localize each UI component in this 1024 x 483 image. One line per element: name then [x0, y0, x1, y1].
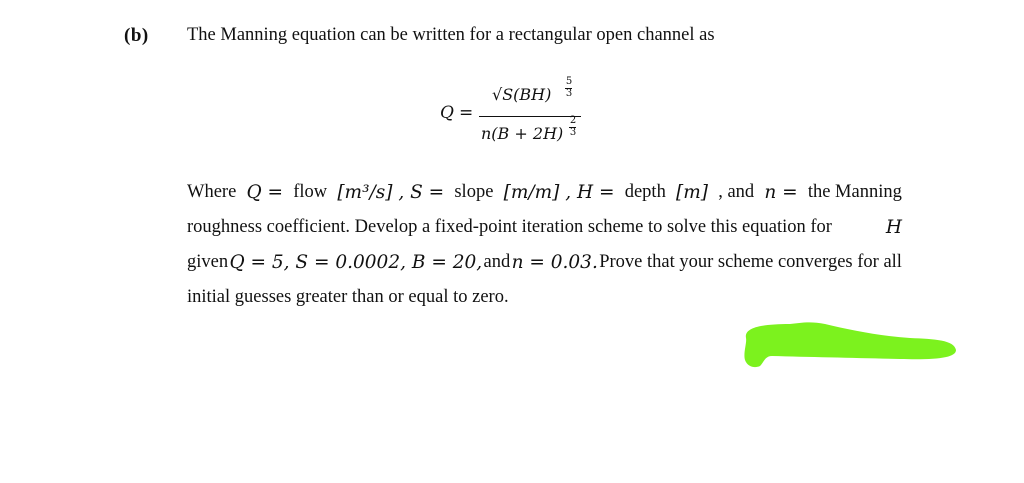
numerator-exponent-bottom: 3	[565, 88, 573, 99]
word-manning: the Manning	[807, 182, 902, 202]
line-3-tail: Prove that your scheme converges for all	[599, 252, 902, 272]
paragraph-line-4: initial guesses greater than or equal to zero.	[187, 287, 509, 307]
paragraph-line-2	[187, 210, 902, 245]
highlighter-stroke	[744, 322, 956, 367]
word-flow: flow	[293, 182, 328, 202]
math-q: Q =	[246, 182, 284, 203]
paragraph-line-1	[187, 175, 902, 210]
math-flow-unit: [m³/s] , S =	[337, 182, 445, 203]
word-and: , and	[718, 182, 755, 202]
math-n-value: n = 0.03.	[511, 252, 598, 273]
numerator-exponent-top: 5	[565, 76, 573, 87]
problem-paragraph	[187, 175, 902, 315]
math-n: n =	[764, 182, 798, 203]
equation-lhs: Q	[440, 103, 454, 123]
manning-equation	[440, 76, 600, 152]
word-and-2: and	[483, 252, 511, 272]
denominator-exponent-top: 2	[569, 115, 577, 126]
problem-label: (b)	[124, 25, 149, 46]
fraction-line	[479, 116, 581, 117]
word-depth: depth	[624, 182, 666, 202]
math-depth-unit: [m]	[676, 182, 708, 203]
word-slope: slope	[454, 182, 494, 202]
equation-denominator: n(B + 2H)	[481, 124, 564, 143]
denominator-exponent-bottom: 3	[569, 127, 577, 138]
line-2-text: roughness coefficient. Develop a fixed-point iteration scheme to solve this equation for	[187, 217, 832, 237]
word-given: given	[187, 252, 229, 272]
highlighter-mark	[740, 318, 962, 374]
problem-intro: The Manning equation can be written for a rectangular open channel as	[187, 25, 715, 45]
paragraph-line-3	[187, 245, 902, 280]
equation-numerator: √S(BH)	[492, 85, 552, 104]
math-slope-unit: [m/m] , H =	[503, 182, 615, 203]
math-h: H	[885, 217, 902, 238]
math-given-values: Q = 5, S = 0.0002, B = 20,	[229, 252, 483, 273]
word-where: Where	[187, 182, 237, 202]
equation-equals: =	[459, 103, 474, 123]
